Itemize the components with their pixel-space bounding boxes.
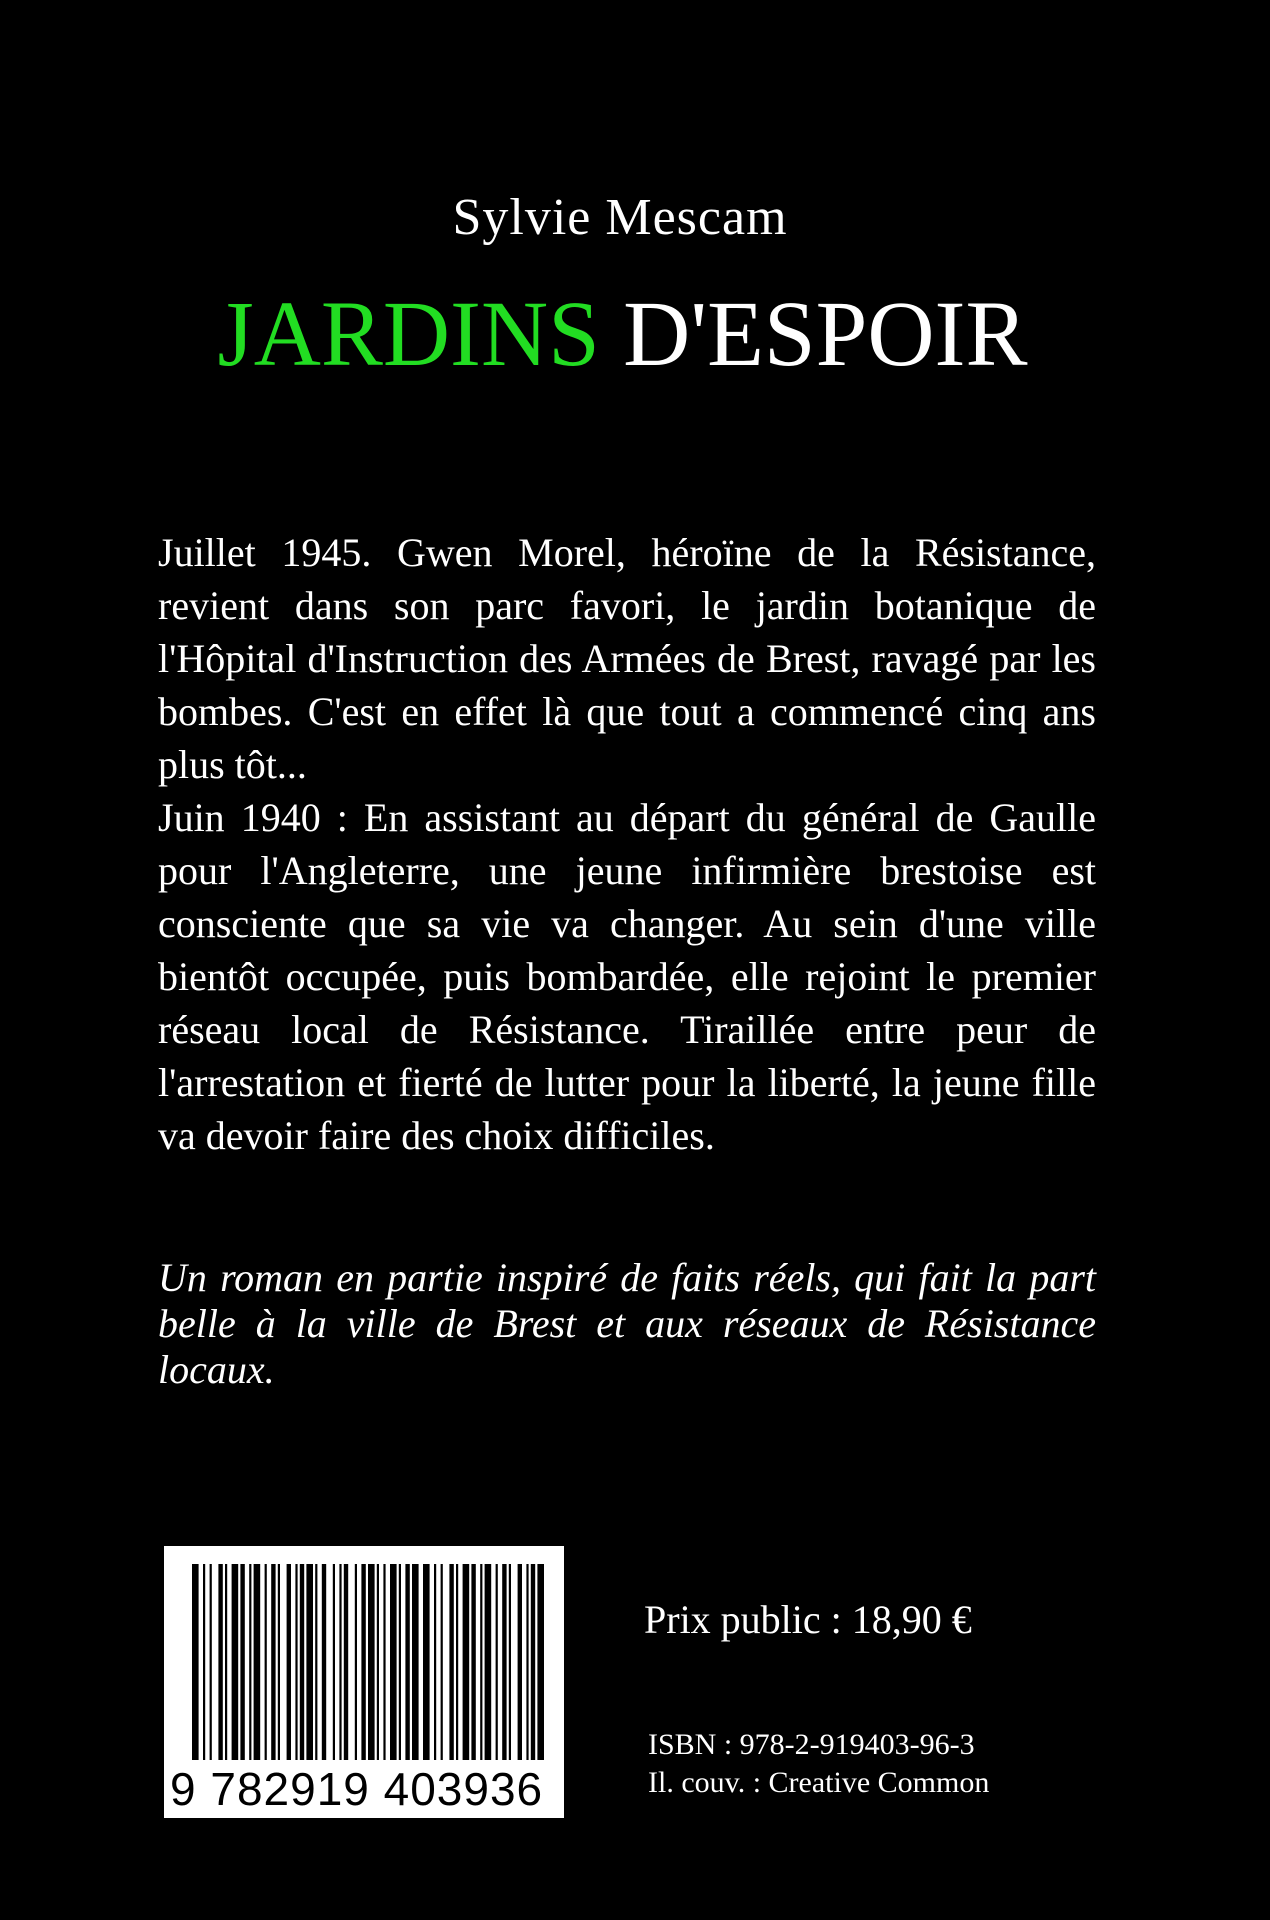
tagline: Un roman en partie inspiré de faits réels, qui fait la part belle à la ville de Brest et aux réseaux de Résistance locaux. [158,1255,1096,1392]
isbn-label: ISBN : 978-2-919403-96-3 [648,1728,975,1761]
barcode-digits: 9 782919 403936 [170,1763,544,1815]
title-word-espoir: D'ESPOIR [599,283,1028,386]
blurb-paragraph-2: Juin 1940 : En assistant au départ du général de Gaulle pour l'Angleterre, une jeune infirmière brestoise est consciente que sa vie va changer. Au sein d'une ville bientôt occupée, puis bombardée, elle rejoint le premier réseau local de Résistance. Tiraillée entre peur de l'arrestation et fierté de lutter pour la liberté, la jeune fille va devoir faire des choix difficiles. [158,795,1096,1158]
author-name: Sylvie Mescam [452,189,788,246]
barcode [164,1546,564,1818]
blurb-paragraph-1: Juillet 1945. Gwen Morel, héroïne de la Résistance, revient dans son parc favori, le jardin botanique de l'Hôpital d'Instruction des Armées de Brest, ravagé par les bombes. C'est en effet là que tout a commencé cinq ans plus tôt... [158,530,1096,787]
cover-credit: Il. couv. : Creative Common [648,1766,990,1799]
price-label: Prix public : 18,90 € [644,1597,972,1642]
back-cover-blurb [158,526,1096,1162]
book-title [0,285,1245,385]
title-word-jardins: JARDINS [217,283,600,386]
